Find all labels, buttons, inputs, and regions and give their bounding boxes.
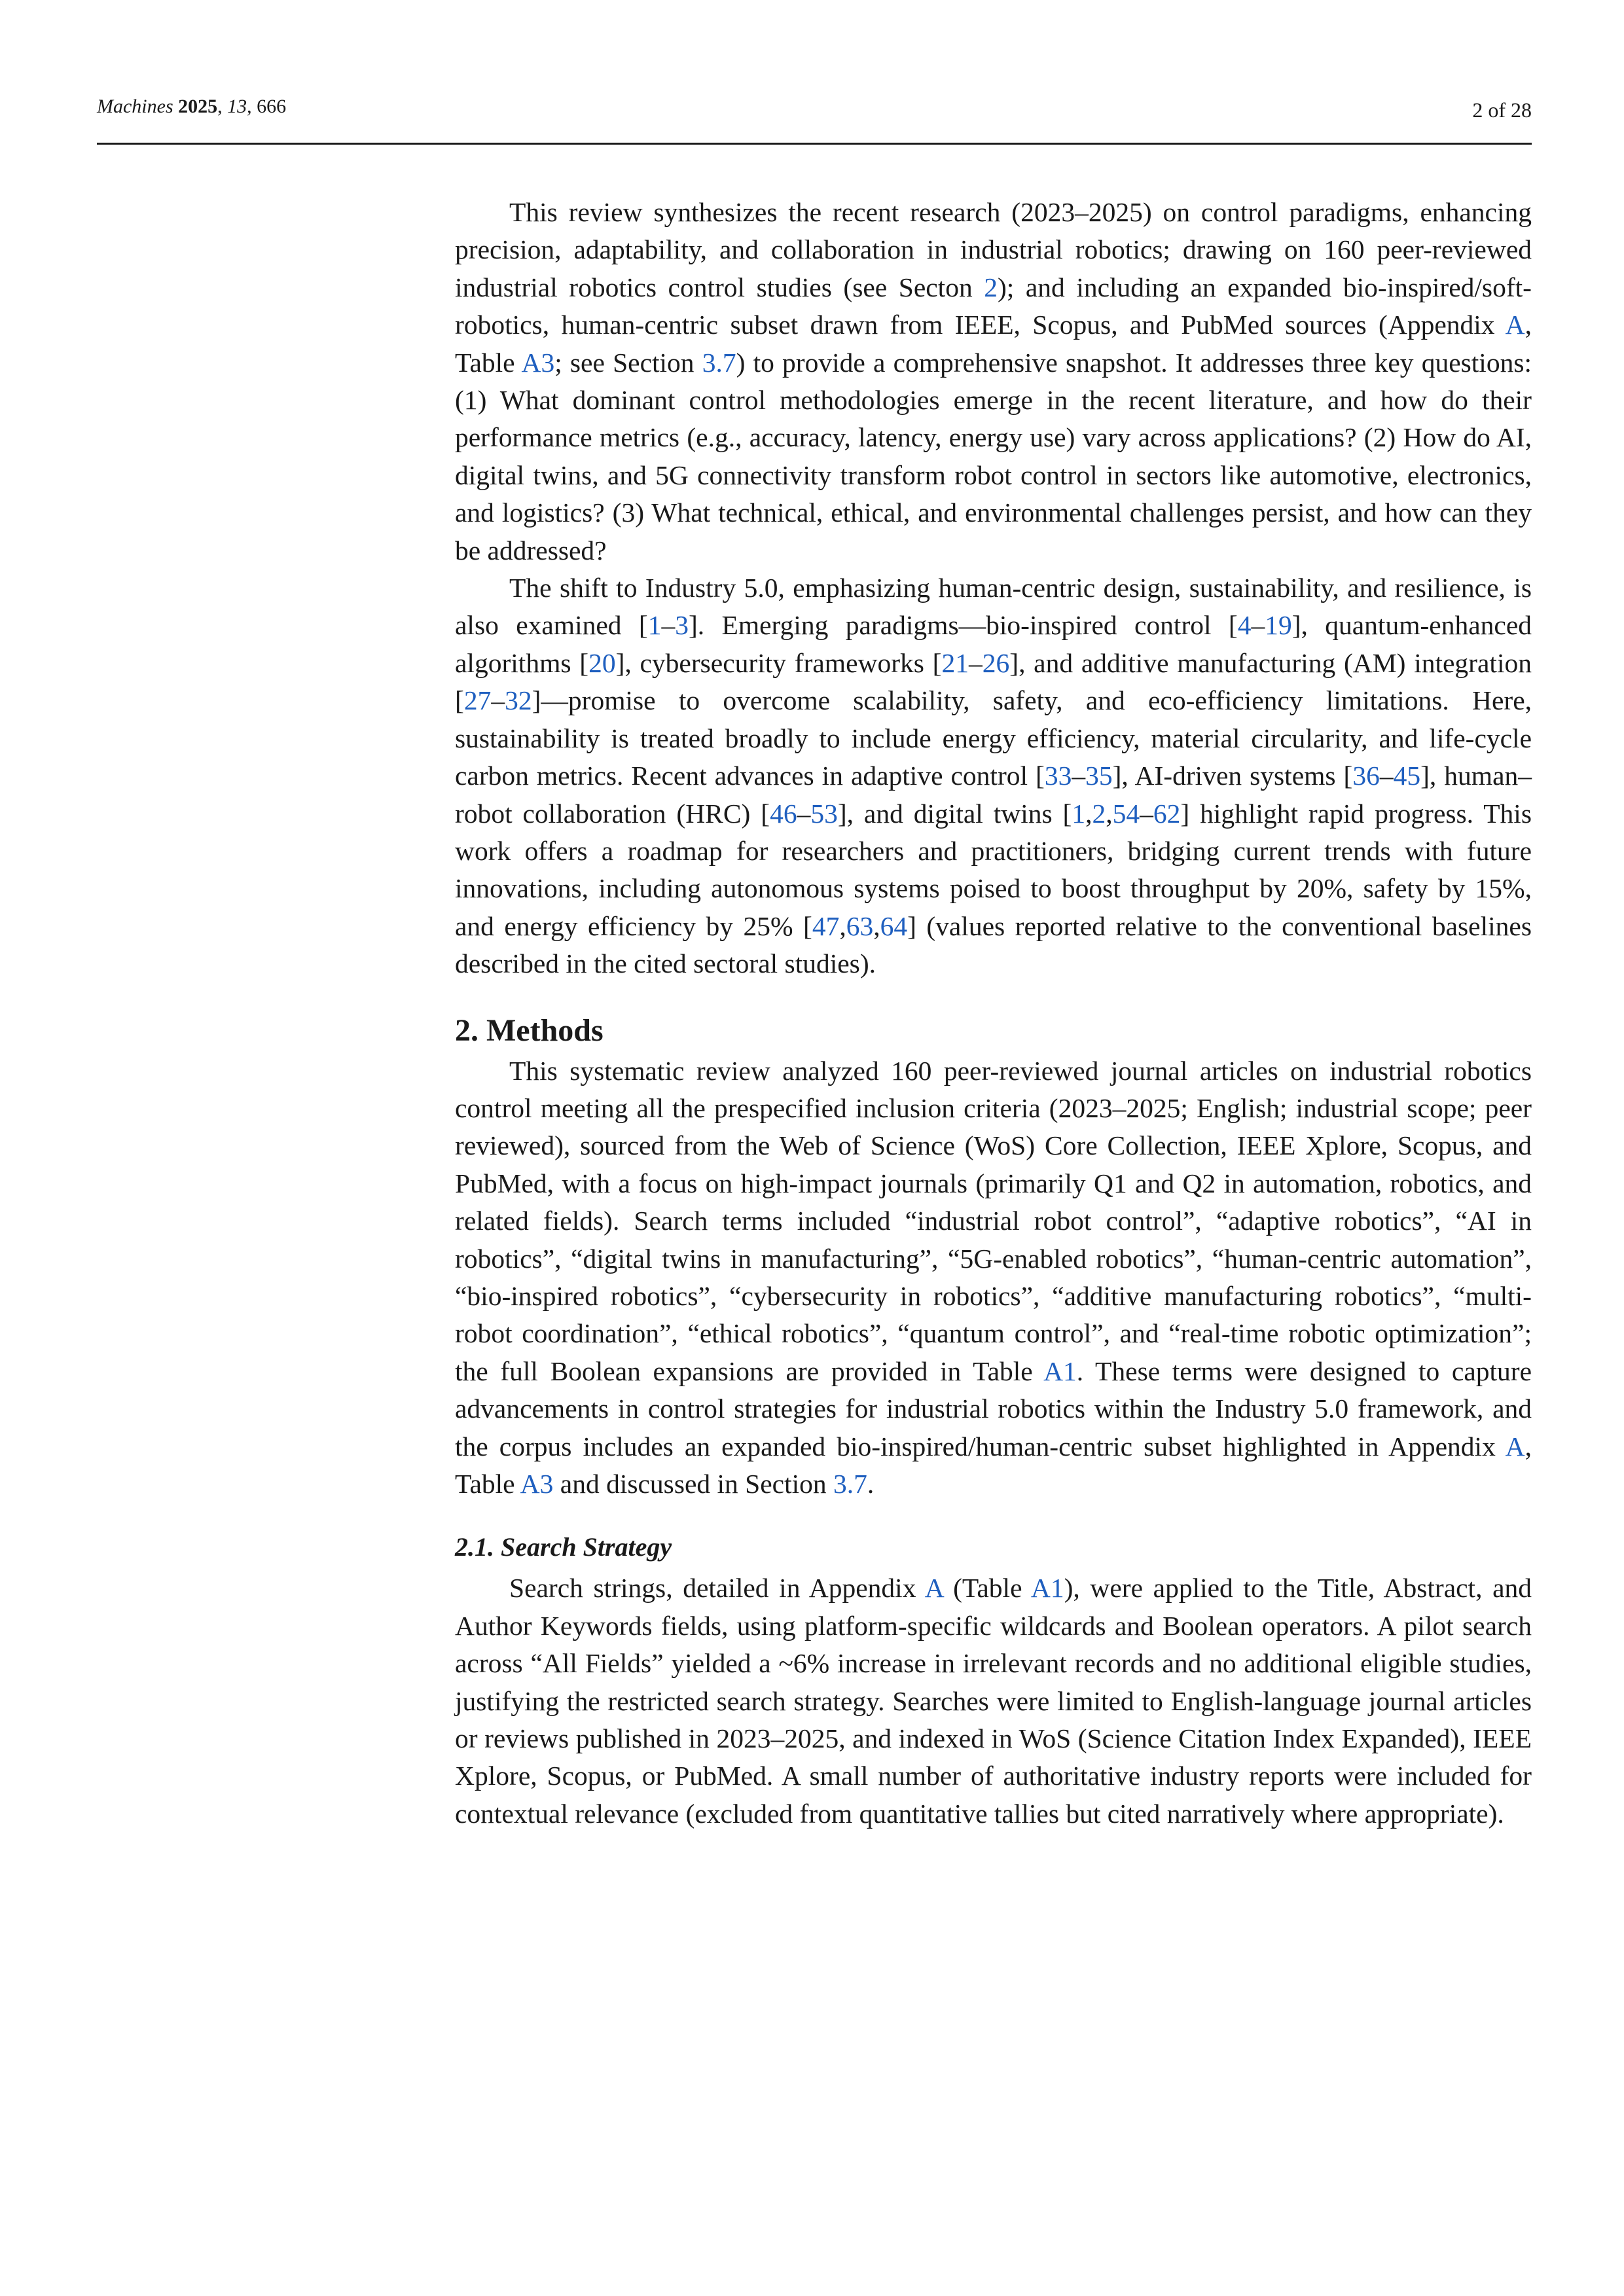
- reference-link[interactable]: 64: [880, 910, 908, 941]
- paragraph-text: ], quantum-enhanced algorithms [: [455, 610, 1532, 678]
- paragraph-text: –: [491, 685, 505, 716]
- section-title-methods: 2. Methods: [455, 1013, 604, 1048]
- running-header: [97, 90, 1532, 145]
- reference-link[interactable]: 3.7: [702, 347, 736, 378]
- intro-paragraph-2: [455, 569, 1532, 982]
- methods-paragraph-1: [455, 1052, 1532, 1503]
- paragraph-text: This review synthesizes the recent research (2023–2025) on control paradigms, enhancing precision, adaptability, and collaboration in industrial robotics; drawing on 160 peer-reviewed industrial robotics control studies (see Secton: [455, 197, 1532, 302]
- paragraph-text: ; see Section: [554, 347, 702, 378]
- paragraph-text: –: [1140, 798, 1153, 829]
- reference-link[interactable]: 63: [846, 910, 874, 941]
- reference-link[interactable]: 4: [1237, 610, 1252, 641]
- reference-link[interactable]: A3: [520, 1469, 554, 1499]
- paragraph-text: ], AI-driven systems [: [1112, 761, 1353, 791]
- paragraph-text: –: [1379, 761, 1394, 791]
- paragraph-text: ] highlight rapid progress. This work offers a roadmap for researchers and practitioners, bridging current trends with future innovations, including autonomous systems poised to boost throughput by 20%, safety by 15%, and energy efficiency by 25% [: [455, 798, 1532, 941]
- search-strategy-paragraph: [455, 1570, 1532, 1833]
- paragraph-text: ,: [873, 910, 880, 941]
- paragraph-text: ], and digital twins [: [837, 798, 1072, 829]
- reference-link[interactable]: 1: [1072, 798, 1086, 829]
- paragraph-text: ]. Emerging paradigms—bio-inspired control [: [688, 610, 1238, 641]
- paragraph-text: –: [1072, 761, 1086, 791]
- journal-citation: Machines 2025, 13, 666: [97, 96, 287, 117]
- journal-year: 2025: [178, 96, 218, 117]
- reference-link[interactable]: 20: [588, 647, 616, 678]
- paragraph-text: –: [969, 647, 983, 678]
- reference-link[interactable]: A1: [1030, 1573, 1064, 1604]
- reference-link[interactable]: 53: [810, 798, 838, 829]
- reference-link[interactable]: 1: [647, 610, 662, 641]
- subsection-title-search-strategy: 2.1. Search Strategy: [455, 1532, 672, 1562]
- reference-link[interactable]: 19: [1265, 610, 1292, 641]
- paragraph-text: , Table: [455, 1431, 1532, 1499]
- reference-link[interactable]: 3: [675, 610, 689, 641]
- paragraph-text: , Table: [455, 310, 1532, 378]
- paragraph-text: and discussed in Section: [553, 1469, 834, 1499]
- reference-link[interactable]: 3.7: [833, 1469, 867, 1499]
- reference-link[interactable]: 26: [982, 647, 1010, 678]
- paragraph-text: ), were applied to the Title, Abstract, and Author Keywords fields, using platform-specific wildcards and Boolean operators. A pilot search across “All Fields” yielded a ~6% increase in irrelevant records and no additional eligible studies, justifying the restricted search strategy. Searches were limited to English-language journal articles or reviews published in 2023–2025, and indexed in WoS (Science Citation Index Expanded), IEEE Xplore, Scopus, or PubMed. A small number of authoritative industry reports were included for contextual relevance (excluded from quantitative tallies but cited narratively where appropriate).: [455, 1573, 1532, 1829]
- journal-article-number: 666: [257, 96, 287, 117]
- paragraph-text: –: [661, 610, 676, 641]
- reference-link[interactable]: 62: [1153, 798, 1181, 829]
- paragraph-text: ,: [1085, 798, 1092, 829]
- paragraph-text: ,: [839, 910, 846, 941]
- intro-paragraph-1: [455, 194, 1532, 569]
- reference-link[interactable]: A1: [1043, 1355, 1077, 1386]
- reference-link[interactable]: 36: [1352, 761, 1380, 791]
- paragraph-text: ], and additive manufacturing (AM) integration [: [455, 647, 1532, 716]
- reference-link[interactable]: 35: [1085, 761, 1113, 791]
- paragraph-text: ], cybersecurity frameworks [: [615, 647, 942, 678]
- reference-link[interactable]: A: [1505, 310, 1525, 340]
- journal-name: Machines: [97, 96, 173, 117]
- paragraph-text: ,: [1106, 798, 1113, 829]
- journal-volume: 13: [227, 96, 247, 117]
- paragraph-text: ]—promise to overcome scalability, safety, and eco-efficiency limitations. Here, sustainability is treated broadly to include energy efficiency, material circularity, and life-cycle carbon metrics. Recent advances in adaptive control [: [455, 685, 1532, 791]
- reference-link[interactable]: 46: [770, 798, 797, 829]
- paragraph-text: ); and including an expanded bio-inspired/soft-robotics, human-centric subset drawn from IEEE, Scopus, and PubMed sources (Appendix: [455, 272, 1532, 340]
- paragraph-text: ) to provide a comprehensive snapshot. It addresses three key questions: (1) What dominant control methodologies emerge in the recent literature, and how do their performance metrics (e.g., accuracy, latency, energy use) vary across applications? (2) How do AI, digital twins, and 5G connectivity transform robot control in sectors like automotive, electronics, and logistics? (3) What technical, ethical, and environmental challenges persist, and how can they be addressed?: [455, 347, 1532, 565]
- paragraph-text: ] (values reported relative to the conventional baselines described in the cited sectoral studies).: [455, 910, 1532, 979]
- reference-link[interactable]: 33: [1044, 761, 1072, 791]
- paragraph-text: Search strings, detailed in Appendix: [509, 1573, 925, 1604]
- reference-link[interactable]: 27: [463, 685, 492, 716]
- reference-link[interactable]: A: [1505, 1431, 1525, 1462]
- paragraph-text: .: [867, 1469, 875, 1499]
- reference-link[interactable]: A: [924, 1573, 943, 1604]
- paragraph-text: . These terms were designed to capture advancements in control strategies for industrial robotics within the Industry 5.0 framework, and the corpus includes an expanded bio-inspired/human-centric subset highlighted in Appendix: [455, 1355, 1532, 1462]
- page-number: 2 of 28: [1472, 98, 1532, 122]
- article-body: [455, 194, 1532, 1833]
- paragraph-text: The shift to Industry 5.0, emphasizing human-centric design, sustainability, and resilience, is also examined [: [455, 573, 1532, 641]
- reference-link[interactable]: 32: [505, 685, 532, 716]
- reference-link[interactable]: 45: [1393, 761, 1421, 791]
- paragraph-text: –: [797, 798, 811, 829]
- reference-link[interactable]: 2: [1092, 798, 1106, 829]
- reference-link[interactable]: 47: [812, 910, 840, 941]
- paragraph-text: (Table: [943, 1573, 1031, 1604]
- reference-link[interactable]: A3: [521, 347, 555, 378]
- reference-link[interactable]: 2: [984, 272, 998, 302]
- paragraph-text: This systematic review analyzed 160 peer-reviewed journal articles on industrial robotics control meeting all the prespecified inclusion criteria (2023–2025; English; industrial scope; peer reviewed), sourced from the Web of Science (WoS) Core Collection, IEEE Xplore, Scopus, and PubMed, with a focus on high-impact journals (primarily Q1 and Q2 in automation, robotics, and related fields). Search terms included “industrial robot control”, “adaptive robotics”, “AI in robotics”, “digital twins in manufacturing”, “5G-enabled robotics”, “human-centric automation”, “bio-inspired robotics”, “cybersecurity in robotics”, “additive manufacturing robotics”, “multi-robot coordination”, “ethical robotics”, “quantum control”, and “real-time robotic optimization”; the full Boolean expansions are provided in Table: [455, 1055, 1532, 1386]
- reference-link[interactable]: 21: [941, 647, 969, 678]
- paragraph-text: ], human–robot collaboration (HRC) [: [455, 761, 1532, 829]
- reference-link[interactable]: 54: [1112, 798, 1140, 829]
- paragraph-text: –: [1251, 610, 1265, 641]
